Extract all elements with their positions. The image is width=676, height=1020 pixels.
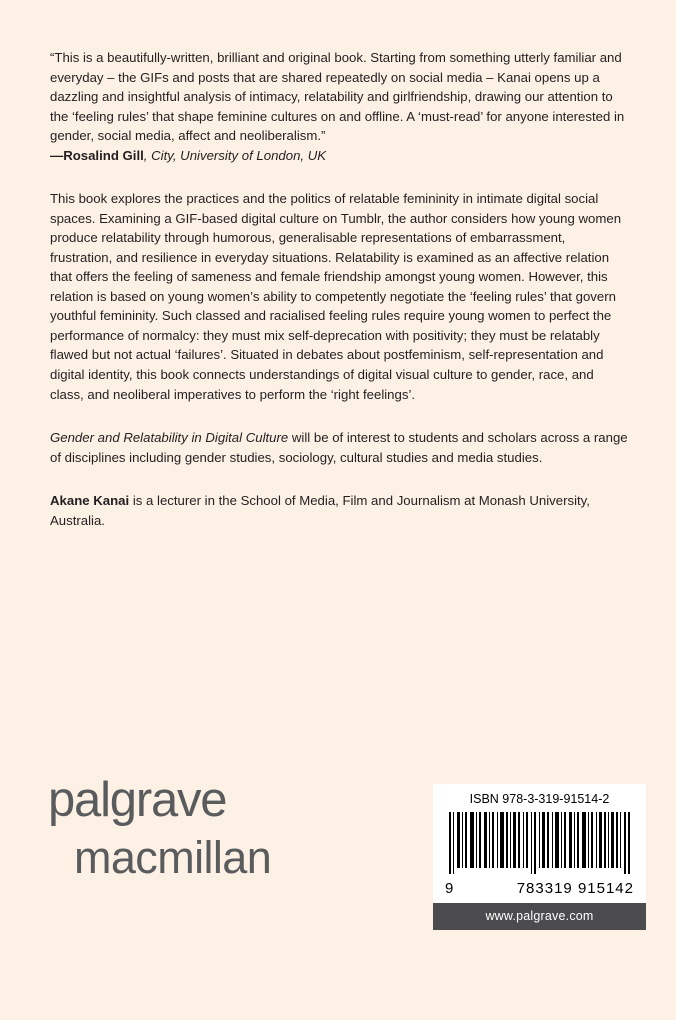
endorsement-paragraph <box>50 48 628 165</box>
publisher-logo-macmillan: macmillan <box>74 832 272 883</box>
book-description: This book explores the practices and the politics of relatable femininity in intimate digital social spaces. Examining a GIF-based digital culture on Tumblr, the author considers how young women produce relatability through humorous, generalisable representations of embarrassment, frustration, and resilience in everyday situations. Relatability is examined as an affective relation that offers the feeling of sameness and female friendship amongst young women. However, this relation is based on young women’s ability to competently negotiate the ‘feeling rules’ that govern youthful femininity. Such classed and racialised feeling rules require young women to perfect the performance of normalcy: they must mix self-deprecation with positivity; they must be relatably flawed but not actual ‘failures’. Situated in debates about postfeminism, self-representation and digital identity, this book connects understandings of digital visual culture to gender, race, and class, and neoliberal imperatives to perform the ‘right feelings’. <box>50 191 622 402</box>
audience-text: will be of interest to students and scholars across a range of disciplines including gender studies, sociology, cultural studies and media studies. <box>50 430 628 465</box>
ean-digit-first: 9 <box>445 880 455 897</box>
author-bio-text: is a lecturer in the School of Media, Film and Journalism at Monash University, Australia. <box>50 493 590 528</box>
isbn-barcode-block <box>433 784 646 930</box>
back-cover-text <box>50 48 628 554</box>
isbn-number: ISBN 978-3-319-91514-2 <box>469 792 610 806</box>
barcode-icon <box>447 812 632 874</box>
ean-digit-group: 783319 915142 <box>516 880 634 897</box>
book-title-mention: Gender and Relatability in Digital Culture <box>50 430 289 446</box>
author-name: Akane Kanai <box>50 493 130 509</box>
audience-paragraph <box>50 428 628 467</box>
barcode-wrapper <box>433 812 646 878</box>
endorsement-quote: “This is a beautifully-written, brilliant and original book. Starting from something utterly familiar and everyday – the GIFs and posts that are shared repeatedly on social media – Kanai opens up a dazzling and insightful analysis of intimacy, relatability and girlfriendship, drawing our attention to the ‘feeling rules’ that shape feminine cultures on and offline. A ‘must-read’ for anyone interested in gender, social media, affect and neoliberalism.” <box>50 50 625 144</box>
publisher-logo-palgrave: palgrave <box>48 773 227 827</box>
publisher-logo <box>48 773 348 883</box>
endorsement-attribution-name: —Rosalind Gill <box>50 147 144 163</box>
publisher-website: www.palgrave.com <box>433 903 646 930</box>
endorsement-attribution-institution: , City, University of London, UK <box>143 147 327 163</box>
author-bio-paragraph <box>50 491 628 530</box>
ean-digits <box>433 878 646 903</box>
